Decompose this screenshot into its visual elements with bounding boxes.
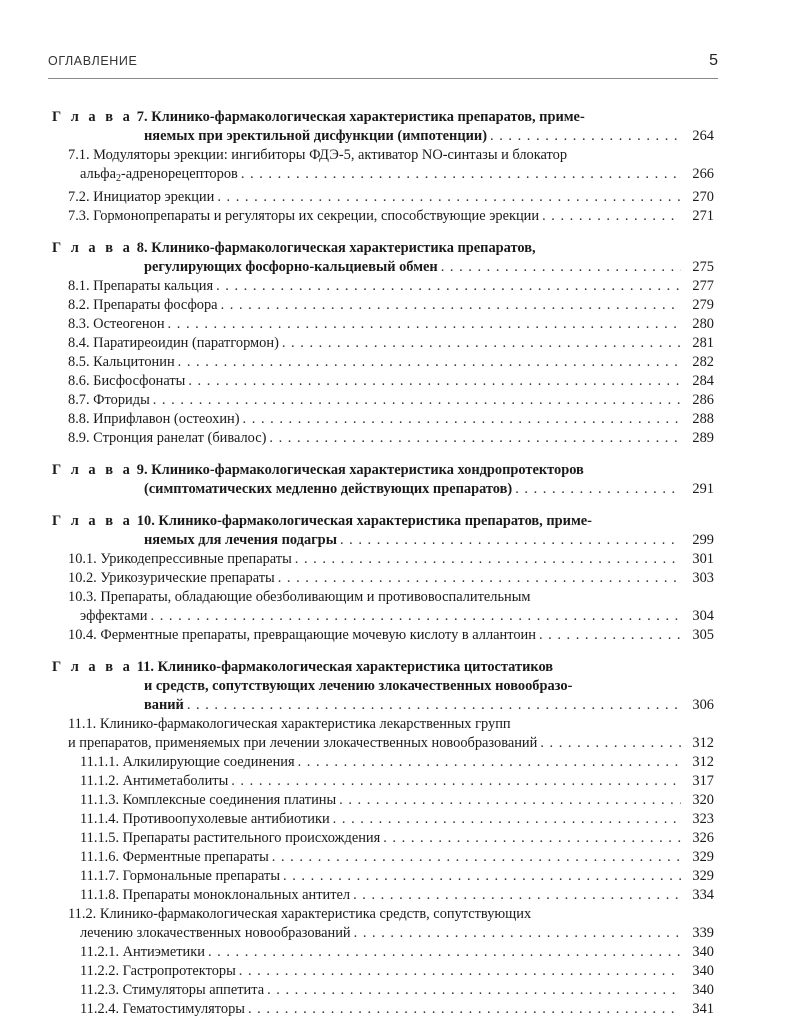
- chapter-heading-cont: [52, 531, 714, 550]
- toc-entry: [52, 886, 714, 905]
- entry-title-cont: лечению злокачественных новообразований: [80, 925, 351, 941]
- chapter-9: [52, 461, 714, 499]
- chapter-heading-cont: [52, 677, 714, 696]
- entry-title-cont: эффектами: [80, 608, 148, 624]
- toc-entry: [52, 277, 714, 296]
- chapter-title: Клинико-фармакологическая характеристика препаратов,: [151, 240, 536, 256]
- entry-page: 340: [692, 963, 714, 979]
- chapter-heading-cont: [52, 258, 714, 277]
- toc-entry: [52, 569, 714, 588]
- entry-page: 340: [692, 944, 714, 960]
- chapter-heading-cont: [52, 480, 714, 499]
- toc-entry: [52, 981, 714, 1000]
- leader-dots: [239, 962, 681, 981]
- chapter-number: 10.: [136, 513, 155, 529]
- entry-title-cont: и препаратов, применяемых при лечении злокачественных новообразований: [68, 735, 538, 751]
- chapter-number: 8.: [136, 240, 148, 256]
- leader-dots: [339, 791, 681, 810]
- toc-entry: [52, 146, 714, 165]
- leader-dots: [269, 429, 681, 448]
- entry-title: 8.1. Препараты кальция: [68, 278, 214, 294]
- chapter-title-cont: (симптоматических медленно действующих препаратов): [144, 481, 513, 497]
- entry-title: 10.1. Урикодепрессивные препараты: [68, 551, 292, 567]
- toc-entry: [52, 588, 714, 607]
- entry-page: 329: [692, 868, 714, 884]
- entry-title: 11.1.6. Ферментные препараты: [80, 849, 269, 865]
- entry-title: 8.8. Иприфлавон (остеохин): [68, 411, 240, 427]
- chapter-11: [52, 658, 714, 1019]
- entry-page: 289: [692, 430, 714, 446]
- entry-title: 11.1.5. Препараты растительного происхождения: [80, 830, 381, 846]
- toc-entry: [52, 410, 714, 429]
- leader-dots: [295, 550, 681, 569]
- entry-title: 11.1.8. Препараты моноклональных антител: [80, 887, 351, 903]
- entry-page: 266: [692, 166, 714, 182]
- chapter-title-cont: и средств, сопутствующих лечению злокачественных новообразо-: [144, 678, 573, 694]
- chapter-title-cont: няемых при эректильной дисфункции (импотенции): [144, 128, 488, 144]
- entry-page: 301: [692, 551, 714, 567]
- entry-page: 323: [692, 811, 714, 827]
- leader-dots: [208, 943, 681, 962]
- chapter-page: 299: [692, 532, 714, 548]
- toc-entry: [52, 791, 714, 810]
- entry-page: 282: [692, 354, 714, 370]
- entry-title: 11.2.4. Гематостимуляторы: [80, 1001, 245, 1017]
- toc-entry: [52, 715, 714, 734]
- toc-entry: [52, 550, 714, 569]
- toc-entry-cont: [52, 734, 714, 753]
- leader-dots: [151, 607, 681, 626]
- entry-page: 320: [692, 792, 714, 808]
- leader-dots: [540, 734, 681, 753]
- entry-title: 11.1.2. Антиметаболиты: [80, 773, 229, 789]
- page-number: 5: [709, 52, 718, 69]
- leader-dots: [248, 1000, 681, 1019]
- entry-page: 284: [692, 373, 714, 389]
- leader-dots: [283, 867, 681, 886]
- entry-title: 11.2.3. Стимуляторы аппетита: [80, 982, 265, 998]
- entry-title: 8.2. Препараты фосфора: [68, 297, 218, 313]
- leader-dots: [383, 829, 681, 848]
- entry-title: 7.1. Модуляторы эрекции: ингибиторы ФДЭ-5, активатор NO-синтазы и блокатор: [68, 147, 568, 163]
- chapter-title: Клинико-фармакологическая характеристика препаратов, приме-: [151, 109, 585, 125]
- entry-page: 270: [692, 189, 714, 205]
- entry-title: 11.2.2. Гастропротекторы: [80, 963, 236, 979]
- chapter-heading-cont: [52, 127, 714, 146]
- toc-entry: [52, 772, 714, 791]
- entry-page: 286: [692, 392, 714, 408]
- chapter-heading: [52, 108, 714, 127]
- entry-page: 279: [692, 297, 714, 313]
- entry-title-prefix: альфа: [80, 166, 116, 182]
- header-rule: [48, 78, 718, 79]
- chapter-title-cont: регулирующих фосфорно-кальциевый обмен: [144, 259, 438, 275]
- leader-dots: [243, 410, 681, 429]
- entry-title: 10.3. Препараты, обладающие обезболивающим и противовоспалительным: [68, 589, 531, 605]
- toc-entry: [52, 962, 714, 981]
- leader-dots: [278, 569, 681, 588]
- chapter-title: Клинико-фармакологическая характеристика цитостатиков: [157, 659, 554, 675]
- chapter-heading: [52, 239, 714, 258]
- toc-entry: [52, 867, 714, 886]
- chapter-8: [52, 239, 714, 448]
- toc-entry: [52, 943, 714, 962]
- toc-entry: [52, 753, 714, 772]
- leader-dots: [441, 258, 681, 277]
- chapter-label: Г л а в а: [52, 109, 133, 125]
- leader-dots: [298, 753, 681, 772]
- leader-dots: [187, 696, 681, 715]
- chapter-number: 9.: [136, 462, 148, 478]
- toc-entry: [52, 334, 714, 353]
- toc-entry: [52, 188, 714, 207]
- entry-title: 11.1.4. Противоопухолевые антибиотики: [80, 811, 330, 827]
- toc-entry: [52, 905, 714, 924]
- toc-entry: [52, 372, 714, 391]
- chapter-heading: [52, 512, 714, 531]
- chapter-page: 306: [692, 697, 714, 713]
- toc-entry: [52, 207, 714, 226]
- entry-page: 305: [692, 627, 714, 643]
- entry-title: 8.7. Фториды: [68, 392, 150, 408]
- chapter-label: Г л а в а: [52, 462, 133, 478]
- leader-dots: [267, 981, 681, 1000]
- chapter-label: Г л а в а: [52, 659, 133, 675]
- leader-dots: [221, 296, 681, 315]
- toc-entry: [52, 848, 714, 867]
- leader-dots: [539, 626, 681, 645]
- chapter-label: Г л а в а: [52, 240, 133, 256]
- chapter-page: 264: [692, 128, 714, 144]
- chapter-number: 7.: [136, 109, 148, 125]
- leader-dots: [515, 480, 681, 499]
- leader-dots: [353, 886, 681, 905]
- entry-page: 326: [692, 830, 714, 846]
- toc-entry: [52, 626, 714, 645]
- chapter-number: 11.: [136, 659, 154, 675]
- entry-title-cont: [52, 165, 238, 188]
- toc-entry: [52, 353, 714, 372]
- leader-dots: [216, 277, 681, 296]
- entry-title: 10.2. Урикозурические препараты: [68, 570, 275, 586]
- leader-dots: [340, 531, 681, 550]
- chapter-title-cont: ваний: [144, 697, 184, 713]
- entry-title: 11.1.7. Гормональные препараты: [80, 868, 281, 884]
- entry-page: 277: [692, 278, 714, 294]
- entry-page: 303: [692, 570, 714, 586]
- chapter-title: Клинико-фармакологическая характеристика препаратов, приме-: [158, 513, 592, 529]
- table-of-contents: [52, 108, 714, 1032]
- entry-page: 329: [692, 849, 714, 865]
- leader-dots: [282, 334, 681, 353]
- toc-entry: [52, 315, 714, 334]
- chapter-page: 291: [692, 481, 714, 497]
- entry-title-suffix: -адренорецепторов: [120, 166, 238, 182]
- leader-dots: [168, 315, 681, 334]
- entry-page: 280: [692, 316, 714, 332]
- entry-title: 11.1. Клинико-фармакологическая характеристика лекарственных групп: [68, 716, 511, 732]
- chapter-heading-cont: [52, 696, 714, 715]
- entry-page: 339: [692, 925, 714, 941]
- entry-title: 8.9. Стронция ранелат (бивалос): [68, 430, 267, 446]
- leader-dots: [272, 848, 681, 867]
- entry-page: 312: [692, 735, 714, 751]
- entry-page: 288: [692, 411, 714, 427]
- toc-entry: [52, 810, 714, 829]
- entry-page: 271: [692, 208, 714, 224]
- toc-entry-cont: [52, 924, 714, 943]
- subscript: 2: [115, 173, 121, 184]
- chapter-7: [52, 108, 714, 226]
- leader-dots: [333, 810, 681, 829]
- chapter-page: 275: [692, 259, 714, 275]
- entry-page: 312: [692, 754, 714, 770]
- chapter-10: [52, 512, 714, 645]
- entry-title: 11.1.3. Комплексные соединения платины: [80, 792, 337, 808]
- entry-page: 304: [692, 608, 714, 624]
- leader-dots: [188, 372, 681, 391]
- entry-page: 340: [692, 982, 714, 998]
- chapter-title: Клинико-фармакологическая характеристика хондропротекторов: [151, 462, 584, 478]
- toc-entry: [52, 1000, 714, 1019]
- leader-dots: [490, 127, 681, 146]
- leader-dots: [542, 207, 681, 226]
- chapter-title-cont: няемых для лечения подагры: [144, 532, 337, 548]
- chapter-heading: [52, 461, 714, 480]
- entry-page: 334: [692, 887, 714, 903]
- chapter-heading: [52, 658, 714, 677]
- toc-entry: [52, 391, 714, 410]
- entry-page: 281: [692, 335, 714, 351]
- entry-title: 11.2.1. Антиэметики: [80, 944, 205, 960]
- entry-page: 341: [692, 1001, 714, 1017]
- toc-entry: [52, 296, 714, 315]
- entry-title: 7.2. Инициатор эрекции: [68, 189, 215, 205]
- entry-title: 11.1.1. Алкилирующие соединения: [80, 754, 295, 770]
- entry-title: 8.3. Остеогенон: [68, 316, 165, 332]
- entry-title: 7.3. Гормонопрепараты и регуляторы их секреции, способствующие эрекции: [68, 208, 540, 224]
- toc-entry: [52, 829, 714, 848]
- toc-entry-cont: [52, 607, 714, 626]
- leader-dots: [217, 188, 681, 207]
- running-head: [48, 54, 718, 70]
- toc-entry: [52, 429, 714, 448]
- toc-entry-cont: [52, 165, 714, 188]
- entry-title: 8.4. Паратиреоидин (паратгормон): [68, 335, 279, 351]
- chapter-label: Г л а в а: [52, 513, 133, 529]
- entry-title: 8.6. Бисфосфонаты: [68, 373, 186, 389]
- entry-title: 11.2. Клинико-фармакологическая характеристика средств, сопутствующих: [68, 906, 532, 922]
- entry-title: 8.5. Кальцитонин: [68, 354, 175, 370]
- leader-dots: [241, 165, 681, 184]
- entry-title: 10.4. Ферментные препараты, превращающие мочевую кислоту в аллантоин: [68, 627, 536, 643]
- leader-dots: [354, 924, 681, 943]
- leader-dots: [178, 353, 681, 372]
- leader-dots: [231, 772, 681, 791]
- entry-page: 317: [692, 773, 714, 789]
- leader-dots: [153, 391, 681, 410]
- section-title: ОГЛАВЛЕНИЕ: [48, 54, 138, 68]
